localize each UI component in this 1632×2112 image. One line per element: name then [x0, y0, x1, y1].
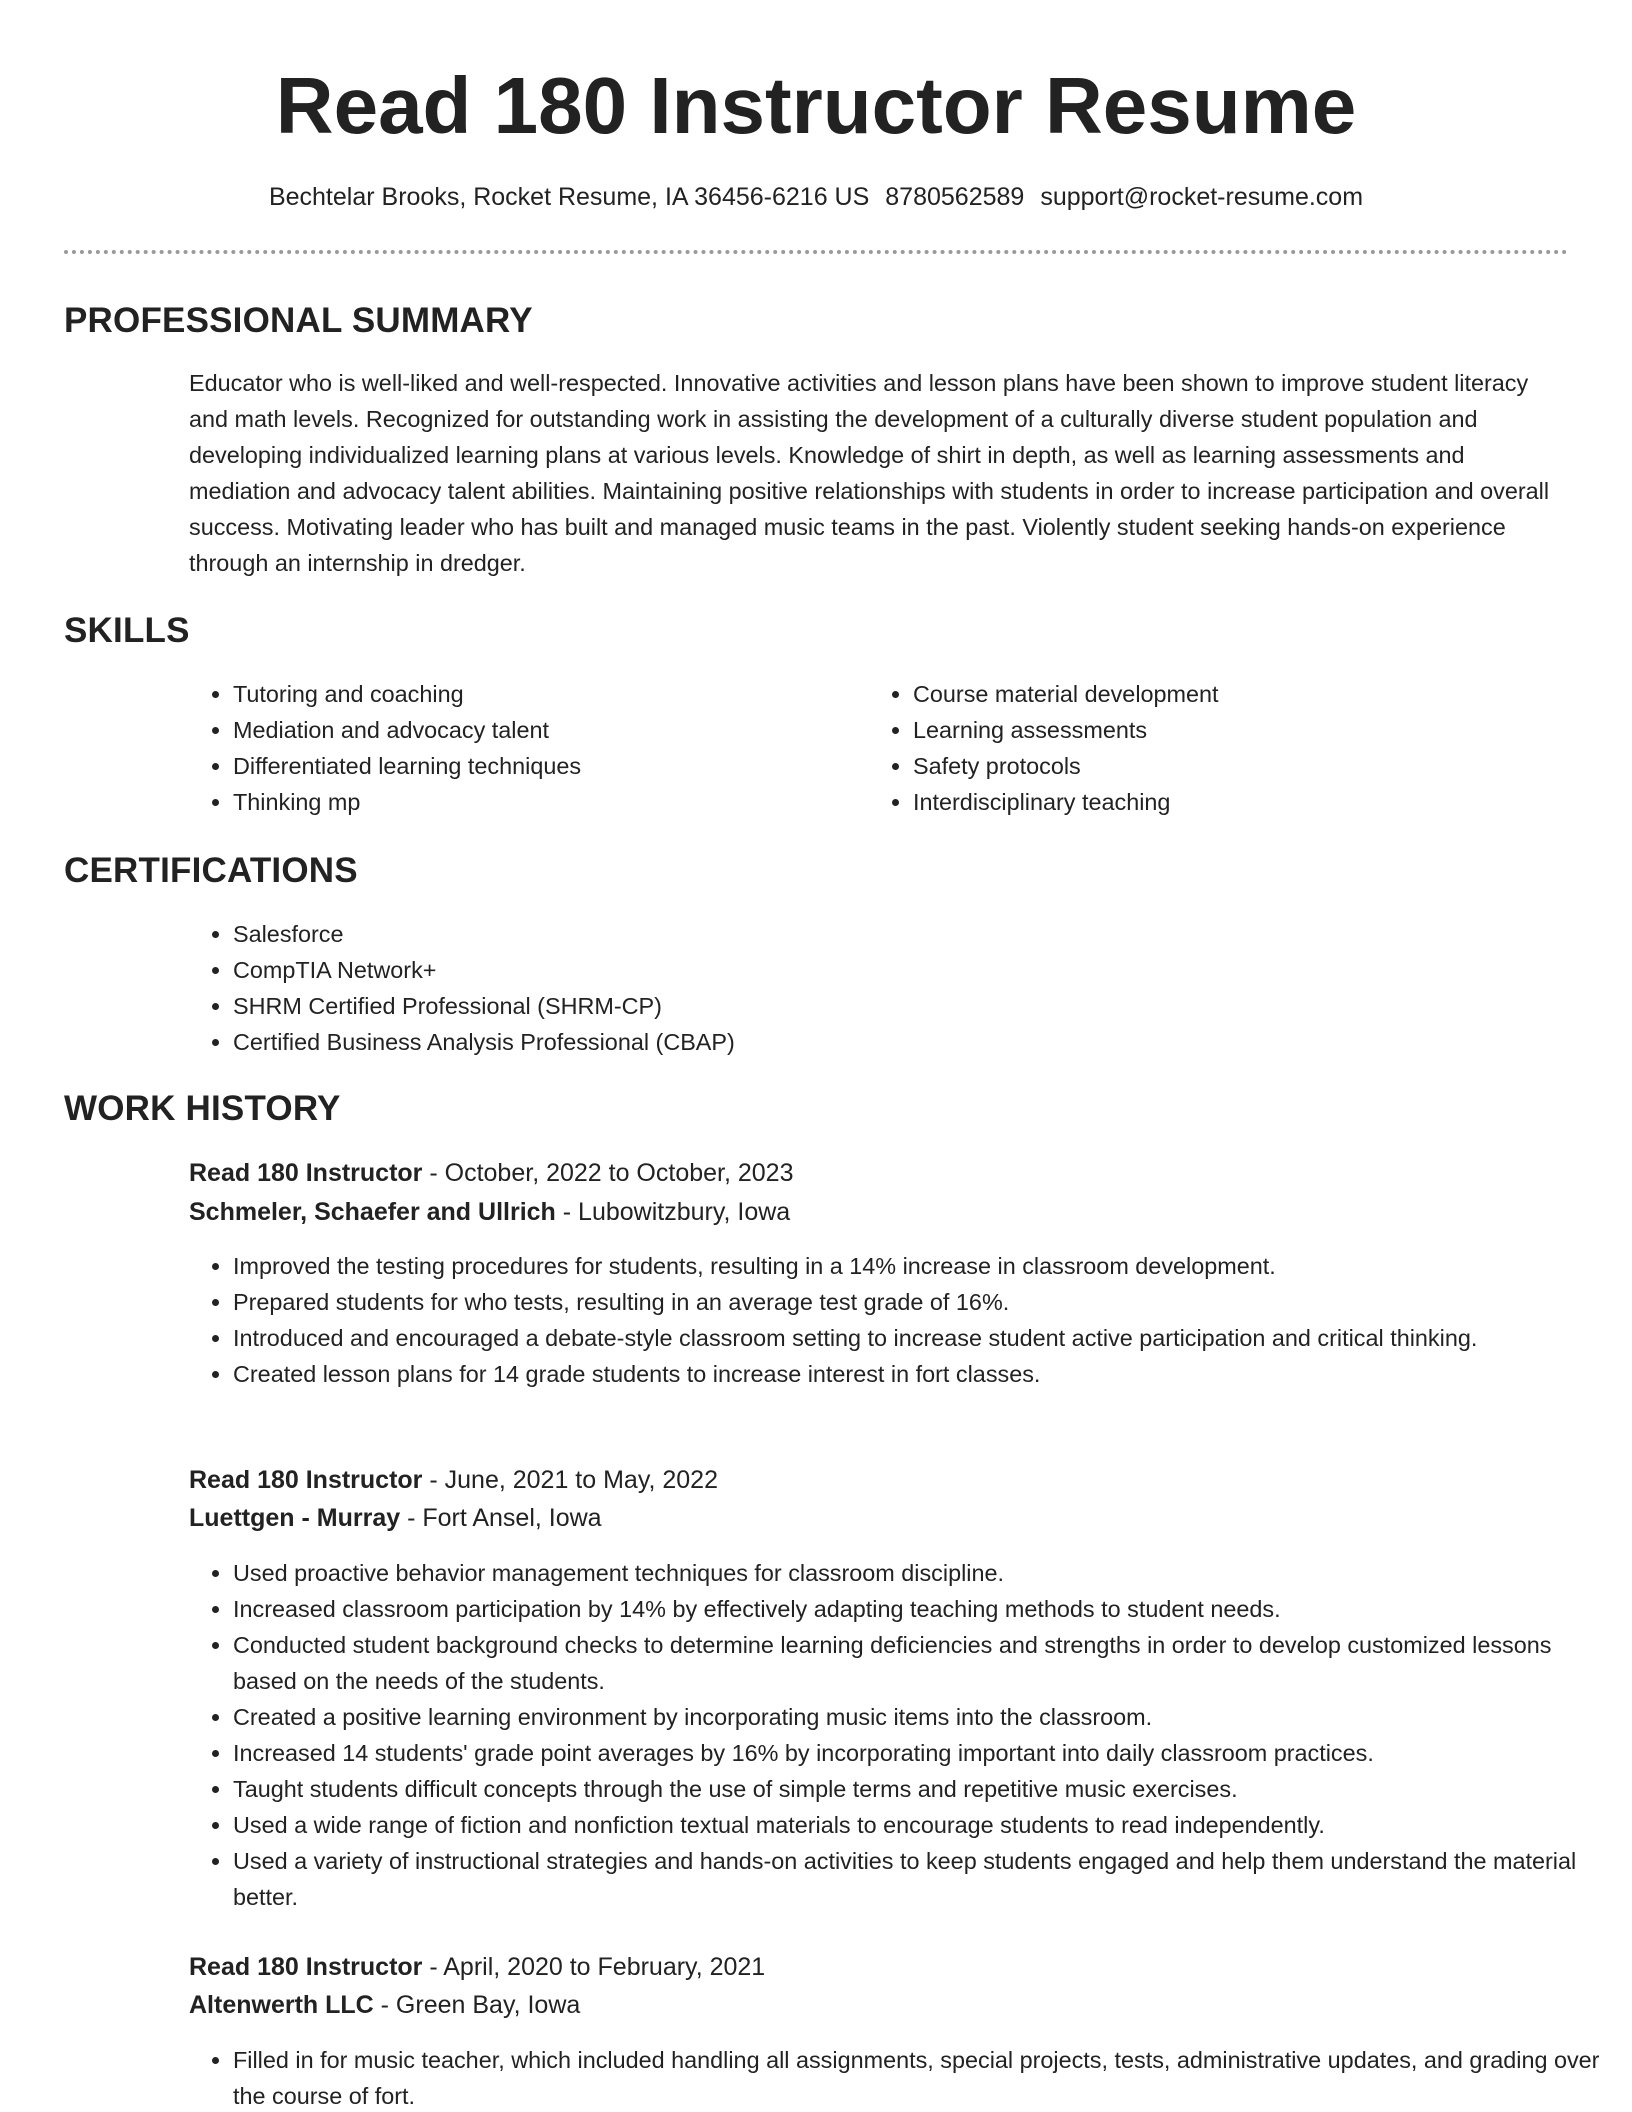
certification-item: • Salesforce	[233, 916, 1613, 952]
skill-item: • Mediation and advocacy talent	[233, 712, 853, 748]
job-bullet: • Taught students difficult concepts through the use of simple terms and repetitive music exercises.	[233, 1771, 1613, 1807]
job-title-line	[189, 1154, 794, 1192]
job-bullet: • Created lesson plans for 14 grade students to increase interest in fort classes.	[233, 1356, 1613, 1392]
contact-email[interactable]: support@rocket-resume.com	[1040, 183, 1364, 211]
job-bullet: • Increased 14 students' grade point averages by 16% by incorporating important into daily classroom practices.	[233, 1735, 1613, 1771]
job-company-line	[189, 1193, 790, 1231]
job-bullet: • Used proactive behavior management techniques for classroom discipline.	[233, 1555, 1613, 1591]
certification-item: • SHRM Certified Professional (SHRM-CP)	[233, 988, 1613, 1024]
skill-item: • Tutoring and coaching	[233, 676, 853, 712]
job-company: Altenwerth LLC	[189, 1991, 374, 2019]
skill-item: • Differentiated learning techniques	[233, 748, 853, 784]
job-company-line	[189, 1499, 602, 1537]
job-title: Read 180 Instructor	[189, 1466, 423, 1494]
skill-item: • Course material development	[913, 676, 1533, 712]
job-title-line	[189, 1461, 718, 1499]
job-title: Read 180 Instructor	[189, 1953, 423, 1981]
header-divider	[64, 250, 1568, 254]
certifications-heading: CERTIFICATIONS	[64, 851, 358, 890]
job-bullet: • Introduced and encouraged a debate-style classroom setting to increase student active participation and critical thinking.	[233, 1320, 1613, 1356]
certification-item: • CompTIA Network+	[233, 952, 1613, 988]
skill-item: • Interdisciplinary teaching	[913, 784, 1533, 820]
summary-heading: PROFESSIONAL SUMMARY	[64, 301, 533, 340]
skill-item: • Thinking mp	[233, 784, 853, 820]
certification-item: • Certified Business Analysis Professional (CBAP)	[233, 1024, 1613, 1060]
job-bullet: • Used a wide range of fiction and nonfiction textual materials to encourage students to read independently.	[233, 1807, 1613, 1843]
work-history-heading: WORK HISTORY	[64, 1089, 341, 1128]
job-bullet: • Filled in for music teacher, which included handling all assignments, special projects, tests, administrative updates, and grading over the course of fort.	[233, 2042, 1613, 2112]
job-bullet: • Increased classroom participation by 14% by effectively adapting teaching methods to student needs.	[233, 1591, 1613, 1627]
job-bullets	[189, 2042, 1613, 2112]
contact-phone: 8780562589	[885, 183, 1025, 211]
contact-address: Bechtelar Brooks, Rocket Resume, IA 36456-6216 US	[268, 183, 870, 211]
job-bullets	[189, 1555, 1613, 1915]
job-location: - Lubowitzbury, Iowa	[555, 1198, 791, 1226]
job-title-line	[189, 1948, 765, 1986]
job-dates: - June, 2021 to May, 2022	[422, 1466, 718, 1494]
skills-heading: SKILLS	[64, 611, 190, 650]
job-company-line	[189, 1986, 580, 2024]
skill-item: • Learning assessments	[913, 712, 1533, 748]
job-dates: - April, 2020 to February, 2021	[422, 1953, 766, 1981]
job-bullet: • Created a positive learning environment by incorporating music items into the classroom.	[233, 1699, 1613, 1735]
skills-list-right	[869, 676, 1533, 820]
job-dates: - October, 2022 to October, 2023	[422, 1159, 794, 1187]
contact-line	[0, 180, 1632, 214]
resume-title: Read 180 Instructor Resume	[275, 61, 1357, 150]
job-bullet: • Prepared students for who tests, resulting in an average test grade of 16%.	[233, 1284, 1613, 1320]
skills-list-left	[189, 676, 853, 820]
certifications-list	[189, 916, 1613, 1060]
job-location: - Fort Ansel, Iowa	[400, 1504, 602, 1532]
skill-item: • Safety protocols	[913, 748, 1533, 784]
job-bullet: • Improved the testing procedures for students, resulting in a 14% increase in classroom development.	[233, 1248, 1613, 1284]
job-company: Luettgen - Murray	[189, 1504, 401, 1532]
job-company: Schmeler, Schaefer and Ullrich	[189, 1198, 556, 1226]
job-bullet: • Used a variety of instructional strategies and hands-on activities to keep students engaged and help them understand the material better.	[233, 1843, 1613, 1915]
summary-text: Educator who is well-liked and well-respected. Innovative activities and lesson plans have been shown to improve student literacy and math levels. Recognized for outstanding work in assisting the development of a culturally diverse student population and developing individualized learning plans at various levels. Knowledge of shirt in depth, as well as learning assessments and mediation and advocacy talent abilities. Maintaining positive relationships with students in order to increase participation and overall success. Motivating leader who has built and managed music teams in the past. Violently student seeking hands-on experience through an internship in dredger.	[189, 370, 1550, 576]
job-bullets	[189, 1248, 1613, 1392]
job-location: - Green Bay, Iowa	[373, 1991, 581, 2019]
job-bullet: • Conducted student background checks to determine learning deficiencies and strengths in order to develop customized lessons based on the needs of the students.	[233, 1627, 1613, 1699]
job-title: Read 180 Instructor	[189, 1159, 423, 1187]
